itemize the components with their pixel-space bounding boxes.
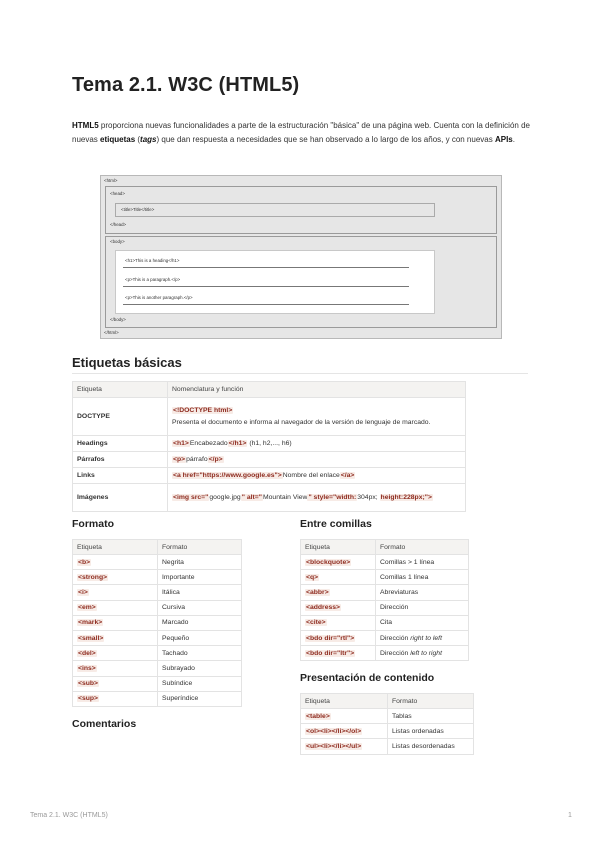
tag-cell [73, 691, 158, 706]
format-desc: Marcado [162, 619, 189, 627]
table-row [73, 676, 242, 691]
table-row [301, 570, 469, 585]
diagram-title-box [115, 203, 435, 217]
format-cell [376, 570, 469, 585]
parrafos-text: párrafo [186, 456, 208, 463]
format-desc: Itálica [162, 588, 180, 596]
diagram-h1-line: <h1>This is a heading</h1> [125, 258, 180, 263]
col-header-nomenclatura: Nomenclatura y función [168, 382, 466, 398]
format-desc: Listas desordenadas [392, 742, 455, 750]
table-row [301, 709, 474, 724]
intro-paren: ( [135, 134, 141, 144]
code-img-2: " alt=" [241, 493, 262, 501]
format-desc: Subíndice [162, 680, 193, 688]
tag-code: <bdo dir="ltr"> [306, 649, 355, 657]
tag-cell [301, 724, 388, 739]
tag-cell [301, 555, 376, 570]
tag-code: <sub> [78, 680, 99, 688]
table-row [301, 600, 469, 615]
tag-code: <strong> [78, 573, 108, 581]
tag-cell [301, 600, 376, 615]
table-row [73, 646, 242, 661]
tag-cell [73, 570, 158, 585]
tag-code: <address> [306, 604, 341, 612]
page-title: Tema 2.1. W3C (HTML5) [72, 74, 300, 96]
row-label: Headings [73, 436, 168, 452]
row-value [168, 484, 466, 512]
row-label: DOCTYPE [73, 398, 168, 436]
img-text-1: google.jpg [209, 493, 241, 501]
format-desc: Superíndice [162, 695, 199, 703]
format-cell [158, 691, 242, 706]
table-header-row [73, 382, 466, 398]
intro-etiquetas: etiquetas [100, 134, 136, 144]
format-desc: Cursiva [162, 604, 186, 612]
table-header-row [301, 694, 474, 709]
diagram-p1-line: <p>This is a paragraph.</p> [125, 277, 181, 282]
format-desc: Pequeño [162, 634, 190, 642]
links-text: Nombre del enlace [282, 472, 340, 479]
tag-cell [73, 585, 158, 600]
col-header-formato: Formato [158, 540, 242, 555]
format-cell [158, 676, 242, 691]
format-cell [158, 661, 242, 676]
tag-code: <ul><li></li></ul> [306, 742, 362, 750]
format-desc: Dirección [380, 604, 409, 612]
table-row [73, 452, 466, 468]
col-header-etiqueta: Etiqueta [301, 694, 388, 709]
tag-code: <em> [78, 604, 96, 612]
footer-title: Tema 2.1. W3C (HTML5) [30, 812, 108, 819]
format-cell [158, 600, 242, 615]
format-desc-italic: left to right [410, 649, 442, 657]
row-label: Links [73, 468, 168, 484]
tag-cell [301, 646, 376, 661]
presentacion-table [300, 693, 474, 755]
headings-extra: (h1, h2,..., h6) [247, 440, 292, 447]
row-value [168, 398, 466, 436]
tag-cell [301, 570, 376, 585]
table-row [301, 585, 469, 600]
table-row [73, 555, 242, 570]
diagram-line-2 [123, 286, 409, 287]
diagram-title-line: <title>Title</title> [121, 207, 155, 212]
img-text-3: 304px; [357, 493, 380, 501]
format-desc: Tablas [392, 712, 412, 720]
img-text-2: Mountain View [262, 493, 308, 501]
tag-code: <table> [306, 712, 330, 720]
tag-code: <b> [78, 558, 91, 566]
table-row [301, 646, 469, 661]
tag-code: <del> [78, 649, 96, 657]
diagram-body-close: </body> [110, 317, 126, 322]
tag-cell [73, 646, 158, 661]
footer-page-number: 1 [568, 812, 572, 819]
table-row [73, 484, 466, 512]
table-row [73, 600, 242, 615]
diagram-html-open: <html> [104, 178, 118, 183]
col-header-formato: Formato [376, 540, 469, 555]
basic-tags-table [72, 381, 466, 512]
formato-table [72, 539, 242, 707]
table-row [73, 436, 466, 452]
tag-cell [301, 585, 376, 600]
html-structure-diagram [100, 175, 502, 339]
table-row [73, 398, 466, 436]
format-desc: Importante [162, 573, 195, 581]
heading-formato: Formato [72, 518, 114, 530]
diagram-head-open: <head> [110, 191, 125, 196]
intro-end: . [512, 134, 515, 144]
tag-cell [73, 555, 158, 570]
format-desc: Cita [380, 619, 393, 627]
format-cell [388, 739, 474, 754]
format-cell [388, 709, 474, 724]
code-h1-open: <h1> [173, 440, 189, 447]
table-row [73, 570, 242, 585]
tag-cell [73, 630, 158, 645]
table-row [301, 739, 474, 754]
format-desc-italic: right to left [410, 634, 442, 642]
table-row [301, 615, 469, 630]
divider [72, 373, 528, 374]
diagram-p2-line: <p>This is another paragraph.</p> [125, 295, 193, 300]
table-row [301, 724, 474, 739]
code-a-close: </a> [340, 472, 355, 479]
tag-cell [73, 600, 158, 615]
code-h1-close: </h1> [228, 440, 247, 447]
table-header-row [301, 540, 469, 555]
format-desc: Subrayado [162, 664, 195, 672]
table-row [73, 468, 466, 484]
tag-cell [73, 661, 158, 676]
row-value [168, 436, 466, 452]
table-row [73, 691, 242, 706]
format-cell [376, 630, 469, 645]
diagram-line-3 [123, 304, 409, 305]
diagram-body-open: <body> [110, 239, 125, 244]
tag-code: <blockquote> [306, 558, 351, 566]
diagram-html-close: </html> [104, 330, 119, 335]
tag-code: <cite> [306, 619, 326, 627]
tag-cell [73, 676, 158, 691]
code-doctype: <!DOCTYPE html> [173, 406, 233, 414]
intro-text-2: ) que dan respuesta a necesidades que se han observado a lo largo de los años, y con nuevas [156, 134, 495, 144]
doctype-desc: Presenta el documento e informa al navegador de la versión de lenguaje de marcado. [172, 418, 431, 426]
format-cell [376, 646, 469, 661]
format-desc: Dirección [380, 634, 411, 642]
tag-code: <ins> [78, 664, 96, 672]
tag-code: <small> [78, 634, 104, 642]
format-desc: Abreviaturas [380, 588, 419, 596]
heading-etiquetas-basicas: Etiquetas básicas [72, 355, 182, 370]
heading-presentacion: Presentación de contenido [300, 672, 435, 684]
table-header-row [73, 540, 242, 555]
intro-html5: HTML5 [72, 121, 99, 130]
format-cell [376, 585, 469, 600]
heading-comentarios: Comentarios [72, 718, 137, 730]
tag-code: <i> [78, 588, 88, 596]
code-a-open: <a href="https://www.google.es"> [173, 472, 282, 479]
tag-cell [301, 615, 376, 630]
col-header-etiqueta: Etiqueta [73, 540, 158, 555]
format-cell [376, 615, 469, 630]
code-img-3: " style="width: [308, 493, 357, 501]
format-desc: Comillas 1 línea [380, 573, 429, 581]
format-desc: Dirección [380, 649, 411, 657]
row-label: Imágenes [73, 484, 168, 512]
format-cell [158, 570, 242, 585]
headings-text: Encabezado [189, 440, 228, 447]
diagram-head-close: </head> [110, 222, 127, 227]
tag-cell [301, 739, 388, 754]
format-cell [376, 600, 469, 615]
row-value [168, 452, 466, 468]
intro-text-1: proporciona nuevas funcionalidades a parte de la estructuración "básica" de una página web. Cuenta con la definición de nuevas [72, 121, 530, 144]
format-cell [158, 615, 242, 630]
tag-code: <mark> [78, 619, 103, 627]
heading-entre-comillas: Entre comillas [300, 518, 372, 530]
format-cell [376, 555, 469, 570]
intro-tags: tags [140, 134, 157, 144]
tag-cell [301, 630, 376, 645]
format-cell [158, 646, 242, 661]
row-value [168, 468, 466, 484]
tag-cell [73, 615, 158, 630]
code-img-1: <img src=" [173, 493, 209, 501]
code-p-open: <p> [173, 456, 186, 463]
format-desc: Negrita [162, 558, 184, 566]
code-img-4: height:228px;"> [380, 493, 432, 501]
col-header-formato: Formato [388, 694, 474, 709]
tag-cell [301, 709, 388, 724]
table-row [73, 661, 242, 676]
format-desc: Listas ordenadas [392, 727, 444, 735]
tag-code: <ol><li></li></ol> [306, 727, 362, 735]
comillas-table [300, 539, 469, 661]
intro-paragraph [72, 119, 532, 146]
format-cell [158, 630, 242, 645]
format-desc: Comillas > 1 línea [380, 558, 435, 566]
format-cell [158, 585, 242, 600]
intro-apis: APIs [494, 134, 513, 144]
format-desc: Tachado [162, 649, 188, 657]
tag-code: <sup> [78, 695, 99, 703]
format-cell [158, 555, 242, 570]
format-cell [388, 724, 474, 739]
tag-code: <bdo dir="rtl"> [306, 634, 355, 642]
diagram-line-1 [123, 267, 409, 268]
col-header-etiqueta: Etiqueta [301, 540, 376, 555]
code-p-close: </p> [208, 456, 223, 463]
tag-code: <q> [306, 573, 319, 581]
col-header-etiqueta: Etiqueta [73, 382, 168, 398]
row-label: Párrafos [73, 452, 168, 468]
table-row [73, 615, 242, 630]
table-row [73, 585, 242, 600]
table-row [301, 555, 469, 570]
table-row [73, 630, 242, 645]
tag-code: <abbr> [306, 588, 329, 596]
table-row [301, 630, 469, 645]
